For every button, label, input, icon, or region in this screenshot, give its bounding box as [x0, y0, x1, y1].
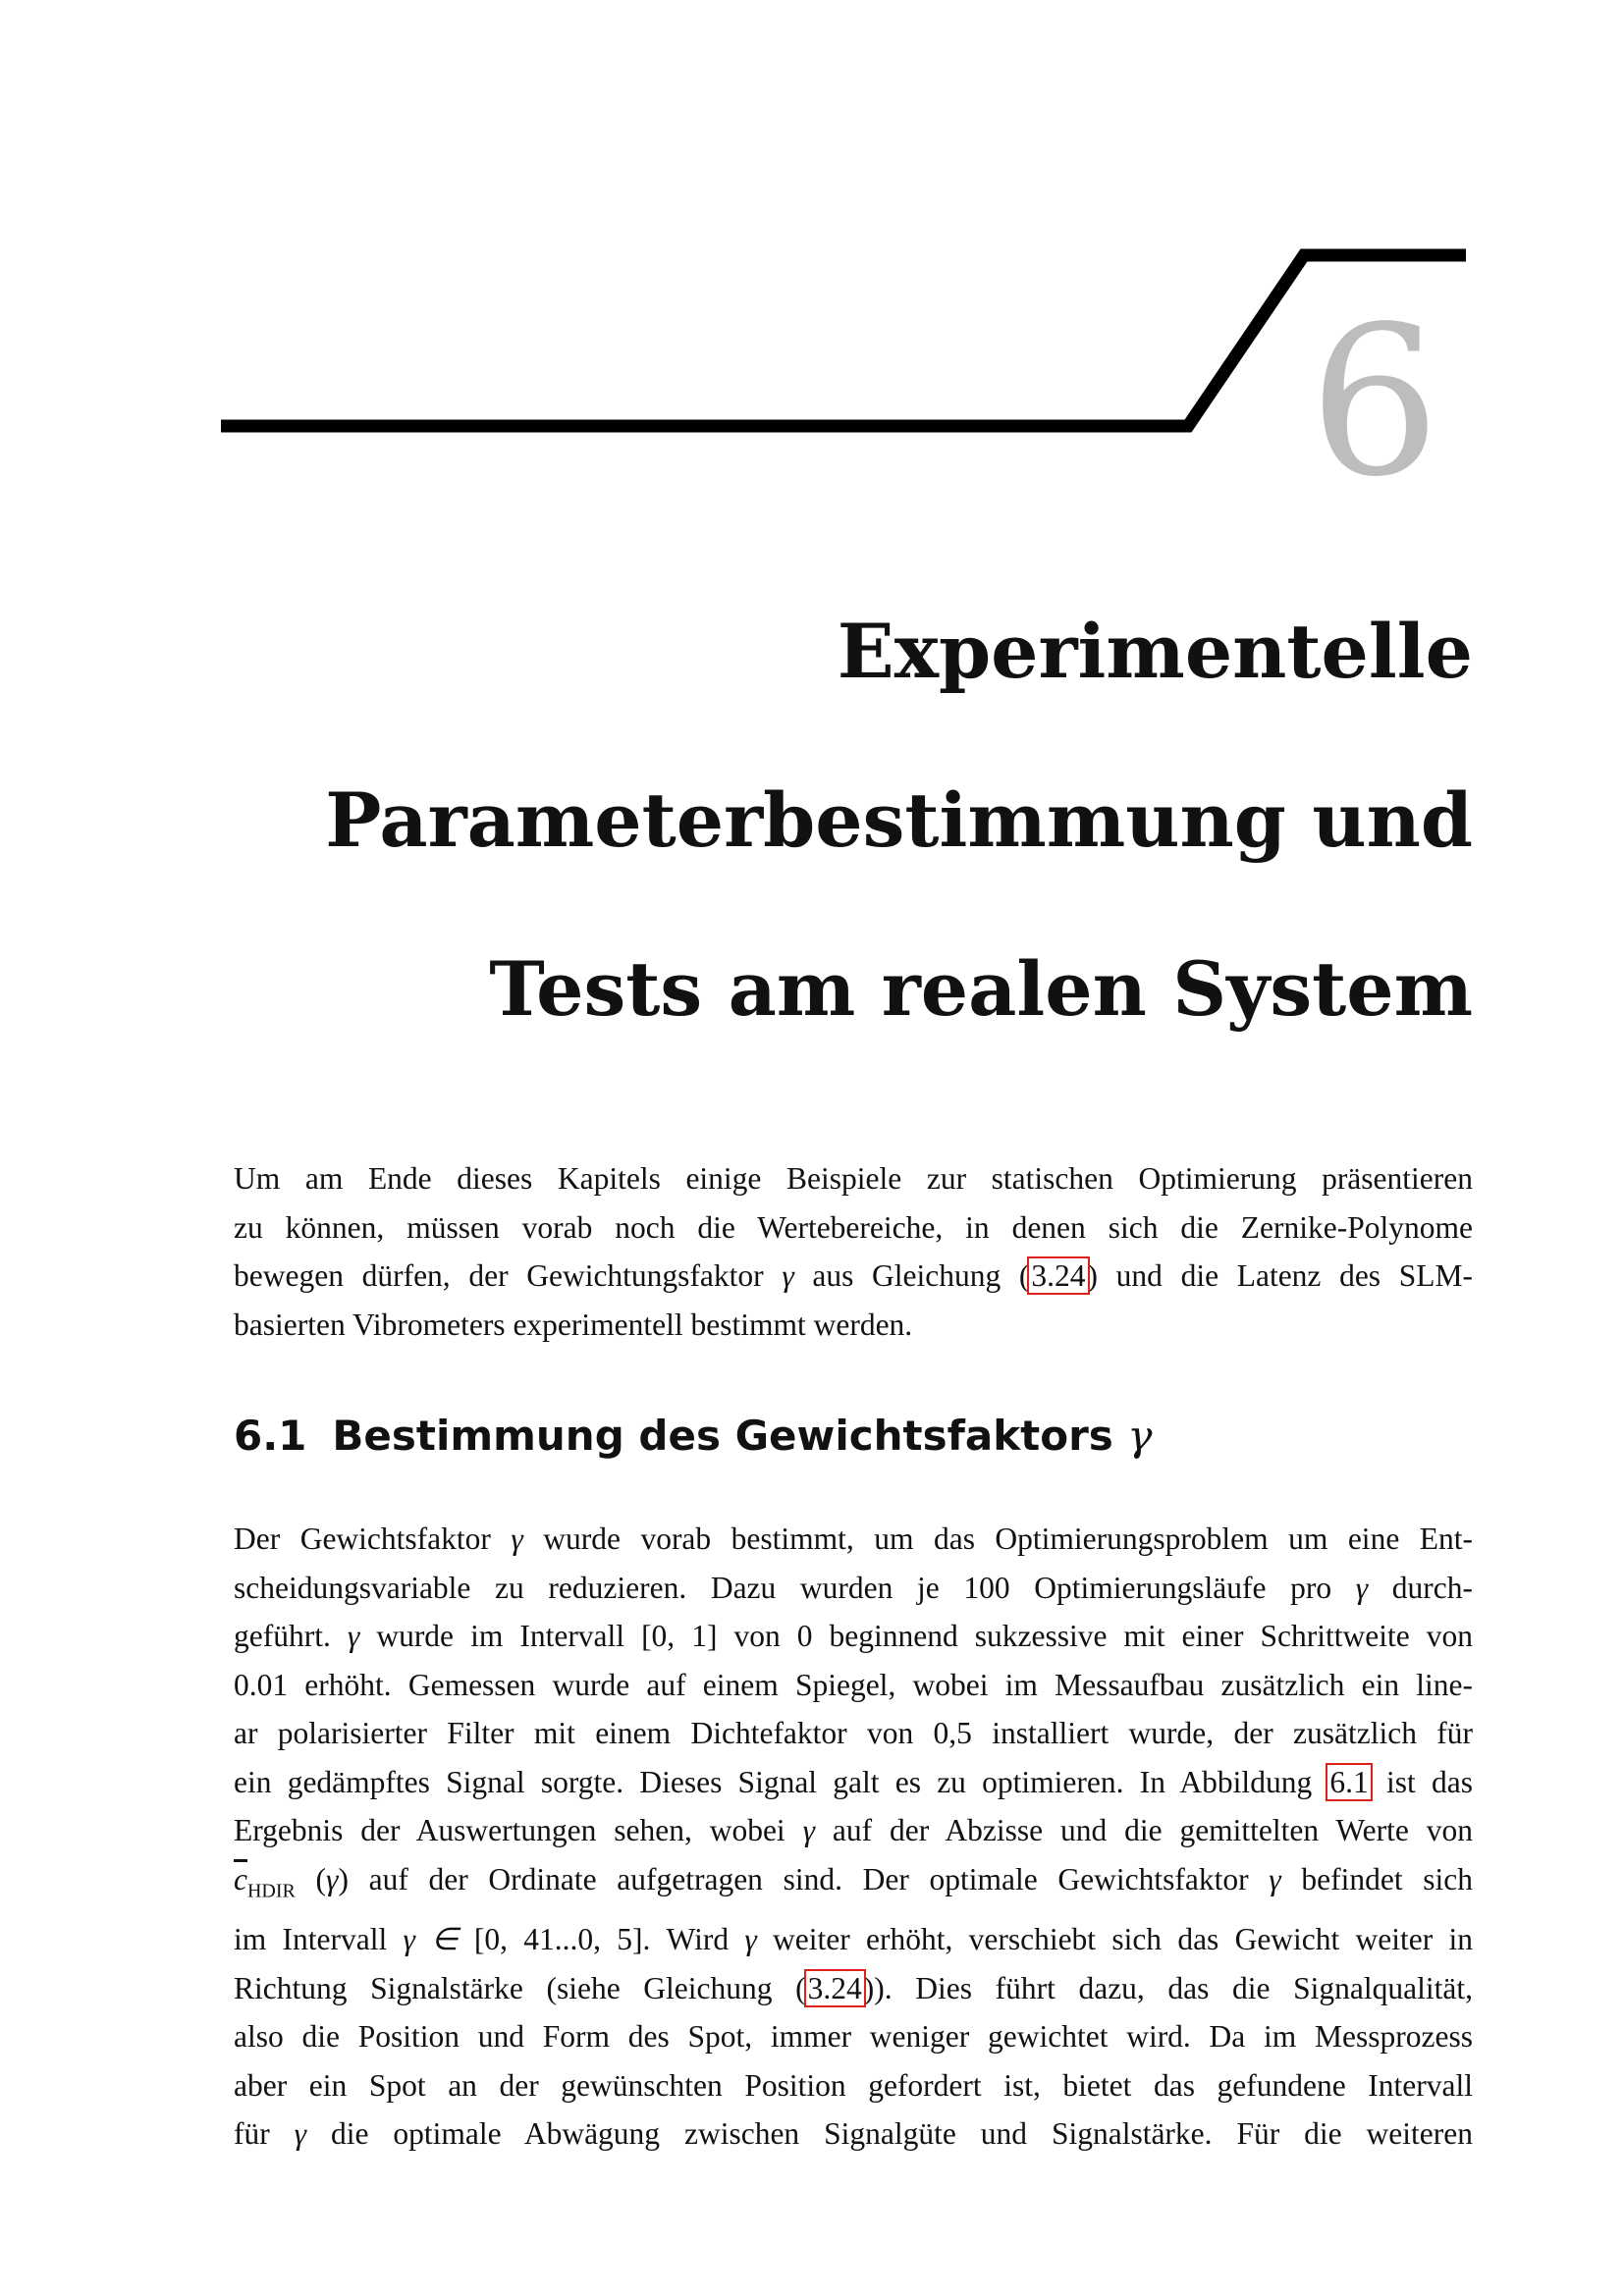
c-bar-symbol: $\overline{c}$	[234, 1861, 247, 1896]
chapter-title-line-2: Parameterbestimmung und	[325, 776, 1473, 864]
text-line: Um am Ende dieses Kapitels einige Beispiele zur statischen Optimierung präsentieren	[234, 1161, 1473, 1196]
figure-link[interactable]: 6.1	[1329, 1764, 1369, 1799]
chapter-title-line-1: Experimentelle	[837, 608, 1473, 695]
text-line: bewegen dürfen, der Gewichtungsfaktor γ aus Gleichung (3.24) und die Latenz des SLM-	[234, 1258, 1473, 1293]
text-line: also die Position und Form des Spot, immer weniger gewichtet wird. Da im Messprozess	[234, 2019, 1473, 2055]
chapter-title-line-3: Tests am realen System	[489, 945, 1473, 1033]
gamma-symbol: γ	[1127, 1412, 1153, 1460]
text-line: Richtung Signalstärke (siehe Gleichung (3.24)). Dies führt dazu, das die Signalqualität,	[234, 1970, 1473, 2005]
text-line: geführt. γ wurde im Intervall [0, 1] von 0 beginnend sukzessive mit einer Schrittweite von	[234, 1619, 1473, 1653]
gamma-symbol: γ	[782, 1258, 794, 1293]
section-title: Bestimmung des Gewichtsfaktors	[332, 1412, 1113, 1460]
body-paragraph	[234, 1515, 1473, 2159]
text-line: zu können, müssen vorab noch die Wertebereiche, in denen sich die Zernike-Polynome	[234, 1209, 1473, 1245]
section-number: 6.1	[234, 1412, 307, 1460]
text-line: für γ die optimale Abwägung zwischen Signalgüte und Signalstärke. Für die weiteren	[234, 2116, 1473, 2152]
text-line: ein gedämpftes Signal sorgte. Dieses Signal galt es zu optimieren. In Abbildung 6.1 ist das	[234, 1764, 1473, 1799]
equation-link[interactable]: 3.24	[807, 1970, 862, 2005]
intro-paragraph	[234, 1154, 1473, 1349]
text-line: scheidungsvariable zu reduzieren. Dazu wurden je 100 Optimierungsläufe pro γ durch-	[234, 1570, 1473, 1605]
text-line: 0.01 erhöht. Gemessen wurde auf einem Spiegel, wobei im Messaufbau zusätzlich ein line-	[234, 1667, 1473, 1702]
text-line: im Intervall γ ∈ [0, 41...0, 5]. Wird γ weiter erhöht, verschiebt sich das Gewicht weiter in	[234, 1922, 1474, 1957]
equation-link[interactable]: 3.24	[1031, 1258, 1086, 1293]
chapter-title	[196, 567, 1473, 1074]
text-line: aber ein Spot an der gewünschten Position gefordert ist, bietet das gefundene Intervall	[234, 2067, 1473, 2103]
text-line: $\overline{c}_{HDIR}$ (γ) auf der Ordinate aufgetragen sind. Der optimale Gewichtsfaktor γ befindet sich	[234, 1861, 1473, 1901]
text-line: Der Gewichtsfaktor γ wurde vorab bestimmt, um das Optimierungsproblem um eine Ent-	[234, 1522, 1474, 1556]
text-line: Ergebnis der Auswertungen sehen, wobei γ auf der Abzisse und die gemittelten Werte von	[234, 1813, 1473, 1847]
chapter-number: 6	[1309, 282, 1440, 522]
text-line: basierten Vibrometers experimentell bestimmt werden.	[234, 1307, 913, 1342]
section-heading	[234, 1412, 1153, 1460]
text-line: ar polarisierter Filter mit einem Dichtefaktor von 0,5 installiert wurde, der zusätzlich für	[234, 1716, 1473, 1750]
